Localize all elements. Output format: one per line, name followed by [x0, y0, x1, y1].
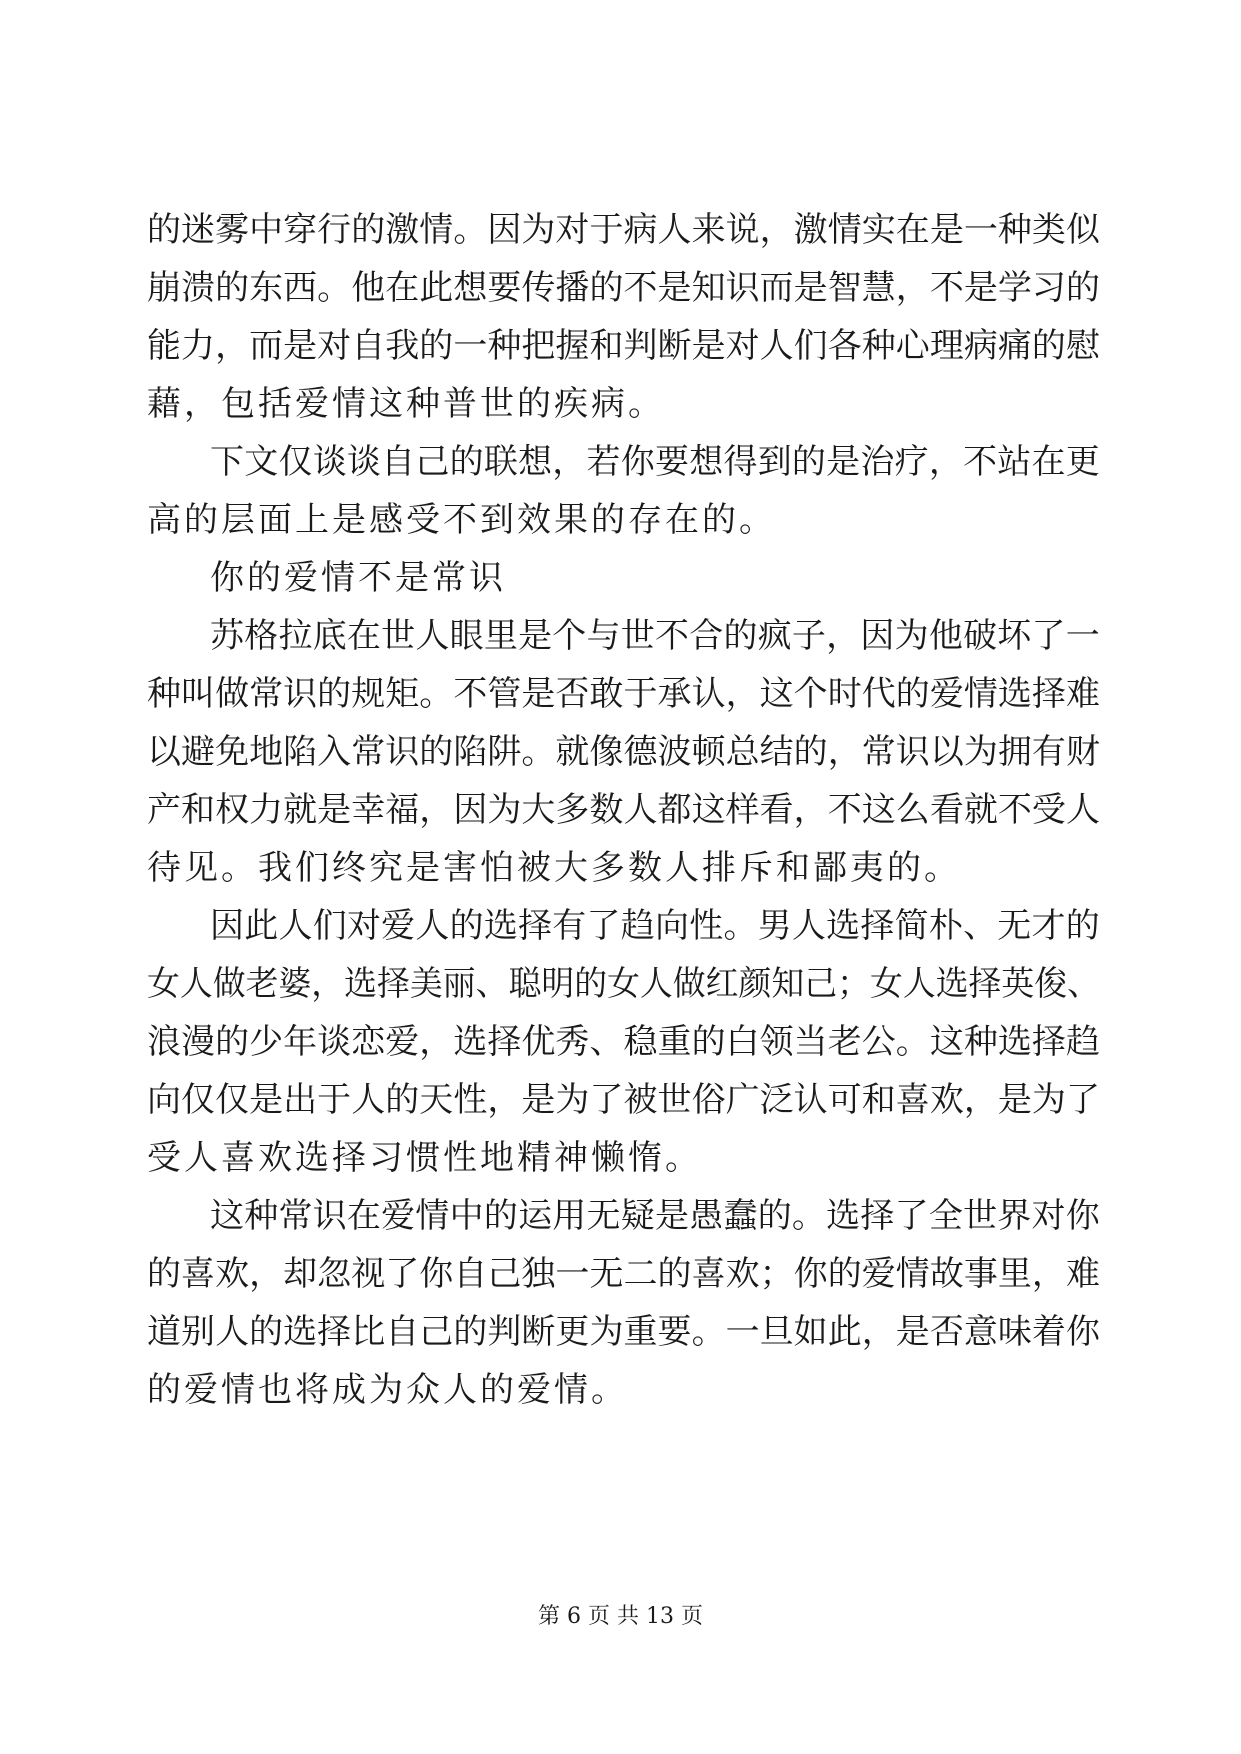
section-heading: 你的爱情不是常识 [210, 558, 506, 598]
text-line: 道别人的选择比自己的判断更为重要。一旦如此，是否意味着你 [147, 1312, 1100, 1352]
text-line: 因此人们对爱人的选择有了趋向性。男人选择简朴、无才的 [210, 906, 1100, 946]
text-line: 下文仅谈谈自己的联想，若你要想得到的是治疗，不站在更 [210, 442, 1100, 482]
text-line: 受人喜欢选择习惯性地精神懒惰。 [147, 1138, 702, 1178]
text-line: 以避免地陷入常识的陷阱。就像德波顿总结的，常识以为拥有财 [147, 732, 1100, 772]
text-line: 藉，包括爱情这种普世的疾病。 [147, 384, 665, 424]
text-line: 种叫做常识的规矩。不管是否敢于承认，这个时代的爱情选择难 [147, 674, 1100, 714]
page-number-footer: 第 6 页 共 13 页 [538, 1604, 703, 1629]
text-line: 女人做老婆，选择美丽、聪明的女人做红颜知己；女人选择英俊、 [147, 964, 1100, 1004]
text-line: 产和权力就是幸福，因为大多数人都这样看，不这么看就不受人 [147, 790, 1100, 830]
text-line: 待见。我们终究是害怕被大多数人排斥和鄙夷的。 [147, 848, 961, 888]
text-line: 的迷雾中穿行的激情。因为对于病人来说，激情实在是一种类似 [147, 210, 1100, 250]
text-line: 浪漫的少年谈恋爱，选择优秀、稳重的白领当老公。这种选择趋 [147, 1022, 1100, 1062]
text-line: 向仅仅是出于人的天性，是为了被世俗广泛认可和喜欢，是为了 [147, 1080, 1100, 1120]
text-line: 崩溃的东西。他在此想要传播的不是知识而是智慧，不是学习的 [147, 268, 1100, 308]
text-line: 能力，而是对自我的一种把握和判断是对人们各种心理病痛的慰 [147, 326, 1100, 366]
text-line: 的爱情也将成为众人的爱情。 [147, 1370, 628, 1410]
text-line: 的喜欢，却忽视了你自己独一无二的喜欢；你的爱情故事里，难 [147, 1254, 1100, 1294]
text-line: 高的层面上是感受不到效果的存在的。 [147, 500, 776, 540]
text-line: 苏格拉底在世人眼里是个与世不合的疯子，因为他破坏了一 [210, 616, 1100, 656]
text-line: 这种常识在爱情中的运用无疑是愚蠢的。选择了全世界对你 [210, 1196, 1100, 1236]
